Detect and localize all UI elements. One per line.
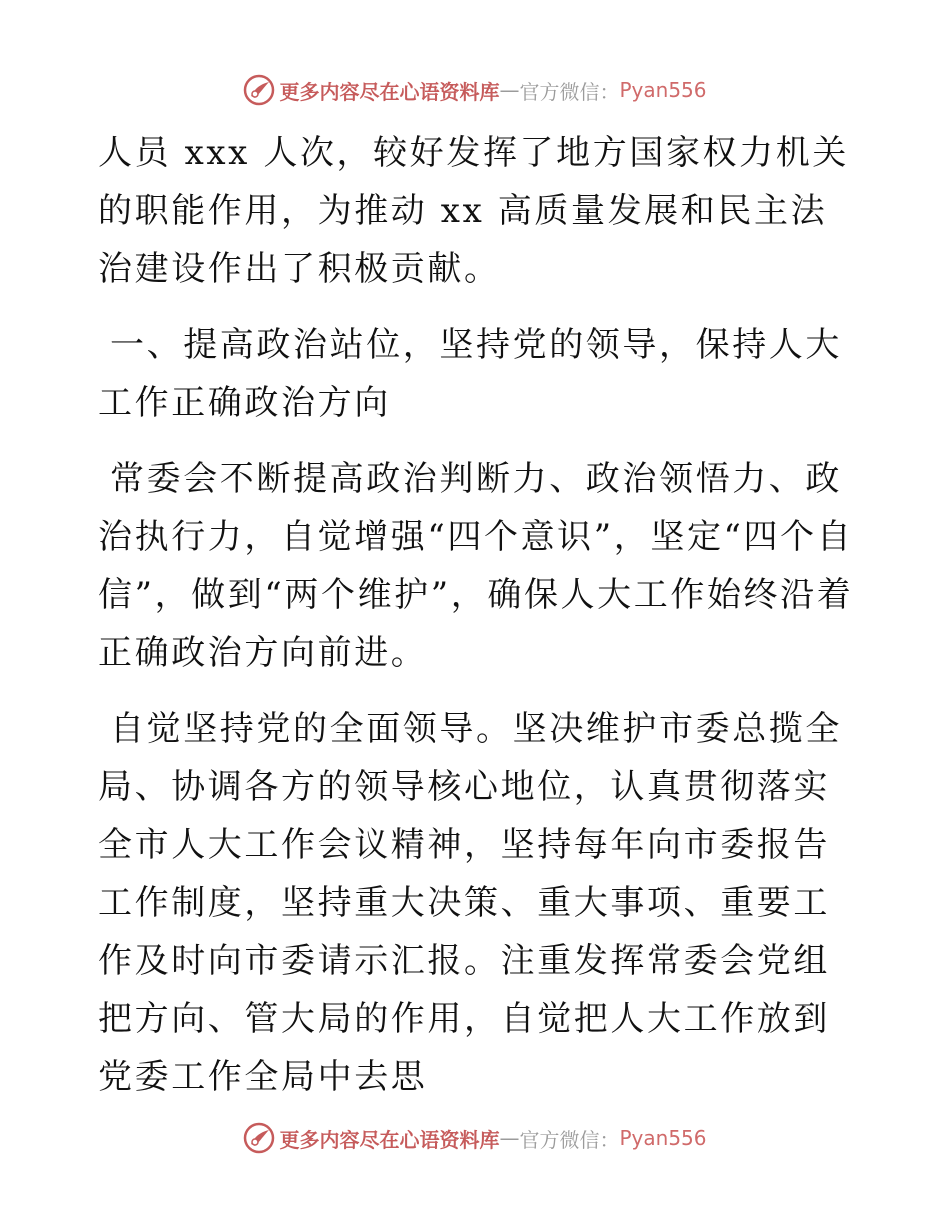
logo-icon	[243, 74, 275, 106]
banner-label: 官方微信：	[519, 79, 620, 104]
paragraph: 自觉坚持党的全面领导。坚决维护市委总揽全局、协调各方的领导核心地位，认真贯彻落实全市人大工作会议精神，坚持每年向市委报告工作制度，坚持重大决策、重大事项、重要工作及时向市委请示汇报。注重发挥常委会党组把方向、管大局的作用，自觉把人大工作放到党委工作全局中去思	[98, 709, 842, 1097]
banner-label: 官方微信：	[519, 1127, 620, 1152]
footer-watermark	[0, 1118, 950, 1158]
paragraph: 人员 xxx 人次，较好发挥了地方国家权力机关的职能作用，为推动 xx 高质量发展和民主法治建设作出了积极贡献。	[98, 133, 849, 289]
banner-brand: 更多内容尽在心语资料库	[279, 79, 500, 104]
banner-wechat-id: Pyan556	[619, 1126, 707, 1150]
banner-separator: —	[499, 1126, 520, 1150]
banner-wechat-id: Pyan556	[619, 78, 707, 102]
logo-icon	[243, 1122, 275, 1154]
banner-brand: 更多内容尽在心语资料库	[279, 1127, 500, 1152]
section-heading: 一、提高政治站位，坚持党的领导，保持人大工作正确政治方向	[98, 325, 842, 423]
paragraph: 常委会不断提高政治判断力、政治领悟力、政治执行力，自觉增强“四个意识”，坚定“四个自信”，做到“两个维护”，确保人大工作始终沿着正确政治方向前进。	[98, 459, 854, 673]
banner-separator: —	[499, 78, 520, 102]
document-body	[98, 124, 858, 1106]
header-watermark	[0, 70, 950, 110]
